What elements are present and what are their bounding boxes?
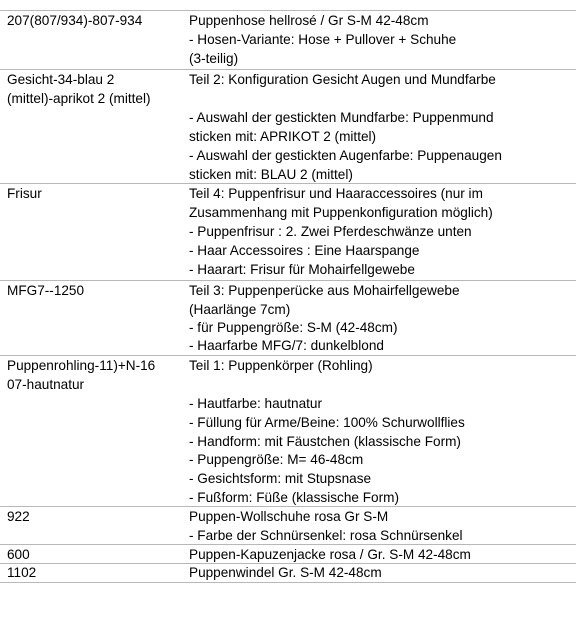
item-description-line: Teil 3: Puppenperücke aus Mohairfellgewebe bbox=[189, 283, 460, 298]
row-divider bbox=[0, 582, 576, 583]
item-description-line: - Gesichtsform: mit Stupsnase bbox=[189, 471, 372, 486]
item-description-line: Teil 1: Puppenkörper (Rohling) bbox=[189, 358, 373, 373]
item-description-line: - Haarfarbe MFG/7: dunkelblond bbox=[189, 338, 384, 353]
item-code: Frisur bbox=[7, 186, 42, 201]
item-description-line: Zusammenhang mit Puppenkonfiguration möglich) bbox=[189, 205, 493, 220]
item-code: MFG7--1250 bbox=[7, 283, 85, 298]
item-description-line: Puppen-Wollschuhe rosa Gr S-M bbox=[189, 509, 389, 524]
item-code: 207(807/934)-807-934 bbox=[7, 13, 143, 28]
item-description-line: - Fußform: Füße (klassische Form) bbox=[189, 490, 399, 505]
item-description-line: Teil 2: Konfiguration Gesicht Augen und Mundfarbe bbox=[189, 72, 496, 87]
item-description-line: - Haarart: Frisur für Mohairfellgewebe bbox=[189, 262, 415, 277]
item-description-line: sticken mit: BLAU 2 (mittel) bbox=[189, 167, 353, 182]
item-description-line: Puppen-Kapuzenjacke rosa / Gr. S-M 42-48cm bbox=[189, 547, 471, 562]
item-code: 922 bbox=[7, 509, 30, 524]
item-description-line: (3-teilig) bbox=[189, 51, 239, 66]
item-code: 1102 bbox=[7, 565, 37, 580]
item-description-line: Puppenwindel Gr. S-M 42-48cm bbox=[189, 565, 382, 580]
item-description-line: - Füllung für Arme/Beine: 100% Schurwollflies bbox=[189, 415, 465, 430]
item-description-line: - Hautfarbe: hautnatur bbox=[189, 396, 322, 411]
item-description-line: - Auswahl der gestickten Augenfarbe: Puppenaugen bbox=[189, 148, 502, 163]
item-code: (mittel)-aprikot 2 (mittel) bbox=[7, 91, 151, 106]
item-code: Gesicht-34-blau 2 bbox=[7, 72, 115, 87]
item-description-line: - Puppengröße: M= 46-48cm bbox=[189, 452, 364, 467]
item-description-line: (Haarlänge 7cm) bbox=[189, 302, 291, 317]
item-description-line: - Haar Accessoires : Eine Haarspange bbox=[189, 243, 420, 258]
item-description-line: - Hosen-Variante: Hose + Pullover + Schuhe bbox=[189, 32, 457, 47]
item-code: 07-hautnatur bbox=[7, 377, 85, 392]
item-description-line: sticken mit: APRIKOT 2 (mittel) bbox=[189, 129, 377, 144]
item-description-line: Puppenhose hellrosé / Gr S-M 42-48cm bbox=[189, 13, 429, 28]
item-description-line: - für Puppengröße: S-M (42-48cm) bbox=[189, 320, 398, 335]
item-description-line: - Puppenfrisur : 2. Zwei Pferdeschwänze unten bbox=[189, 224, 472, 239]
item-code: Puppenrohling-11)+N-16 bbox=[7, 358, 156, 373]
item-description-line: Teil 4: Puppenfrisur und Haaraccessoires (nur im bbox=[189, 186, 483, 201]
item-code: 600 bbox=[7, 547, 30, 562]
item-description-line: - Farbe der Schnürsenkel: rosa Schnürsenkel bbox=[189, 528, 463, 543]
item-description-line: - Handform: mit Fäustchen (klassische Form) bbox=[189, 434, 461, 449]
item-description-line: - Auswahl der gestickten Mundfarbe: Puppenmund bbox=[189, 110, 494, 125]
